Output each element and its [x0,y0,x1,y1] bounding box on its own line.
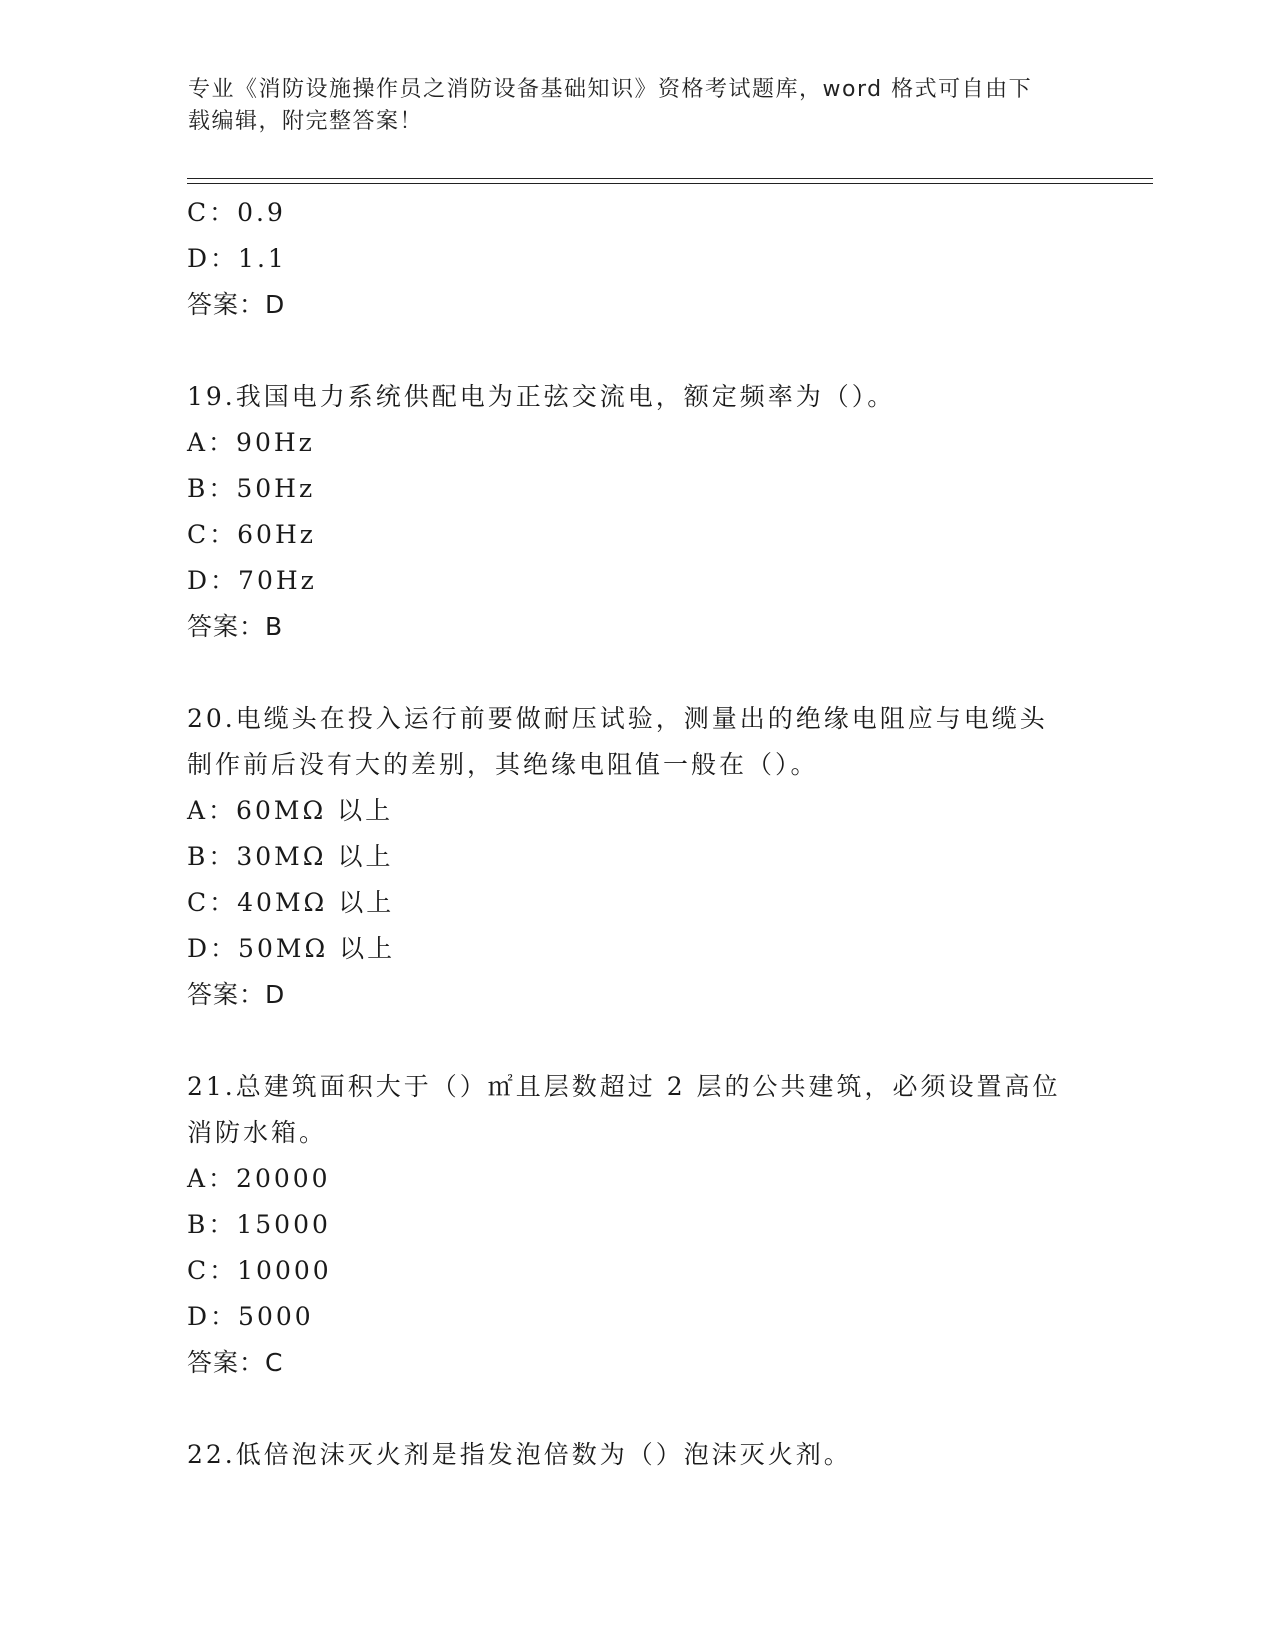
question-text-line-1: 20.电缆头在投入运行前要做耐压试验，测量出的绝缘电阻应与电缆头 [187,704,1048,733]
question-text-line-2: 消防水箱。 [187,1118,328,1147]
answer: 答案：C [187,1348,284,1377]
option-d: D：70Hz [187,566,317,595]
option-b: B：50Hz [187,474,316,503]
option-c: C：60Hz [187,520,316,549]
option-a: A：60MΩ 以上 [187,796,394,825]
question-text-line-2: 制作前后没有大的差别，其绝缘电阻值一般在（）。 [187,750,819,779]
answer: 答案：D [187,980,286,1009]
option-c: C：40MΩ 以上 [187,888,395,917]
question-text: 19.我国电力系统供配电为正弦交流电，额定频率为（）。 [187,382,896,411]
question-20 [187,696,1087,1018]
question-19 [187,374,1087,650]
option-d: D：50MΩ 以上 [187,934,396,963]
question-text-line-1: 21.总建筑面积大于（）㎡且层数超过 2 层的公共建筑，必须设置高位 [187,1072,1061,1101]
header-rule-top [187,178,1153,179]
question-18-tail [187,190,1087,328]
option-b: B：15000 [187,1210,331,1239]
answer: 答案：D [187,290,286,319]
option-c: C：10000 [187,1256,332,1285]
document-header [188,74,1088,138]
option-d: D：1.1 [187,244,287,273]
header-rule-bottom [187,183,1153,184]
question-21 [187,1064,1087,1386]
question-text: 22.低倍泡沫灭火剂是指发泡倍数为（）泡沫灭火剂。 [187,1440,852,1469]
option-d: D：5000 [187,1302,314,1331]
header-line-1: 专业《消防设施操作员之消防设备基础知识》资格考试题库，word 格式可自由下 [188,77,1033,102]
answer: 答案：B [187,612,284,641]
option-c: C：0.9 [187,198,286,227]
option-a: A：90Hz [187,428,315,457]
header-line-2: 载编辑，附完整答案！ [188,109,424,134]
question-list [187,190,1087,1478]
option-b: B：30MΩ 以上 [187,842,394,871]
question-22 [187,1432,1087,1478]
option-a: A：20000 [187,1164,331,1193]
